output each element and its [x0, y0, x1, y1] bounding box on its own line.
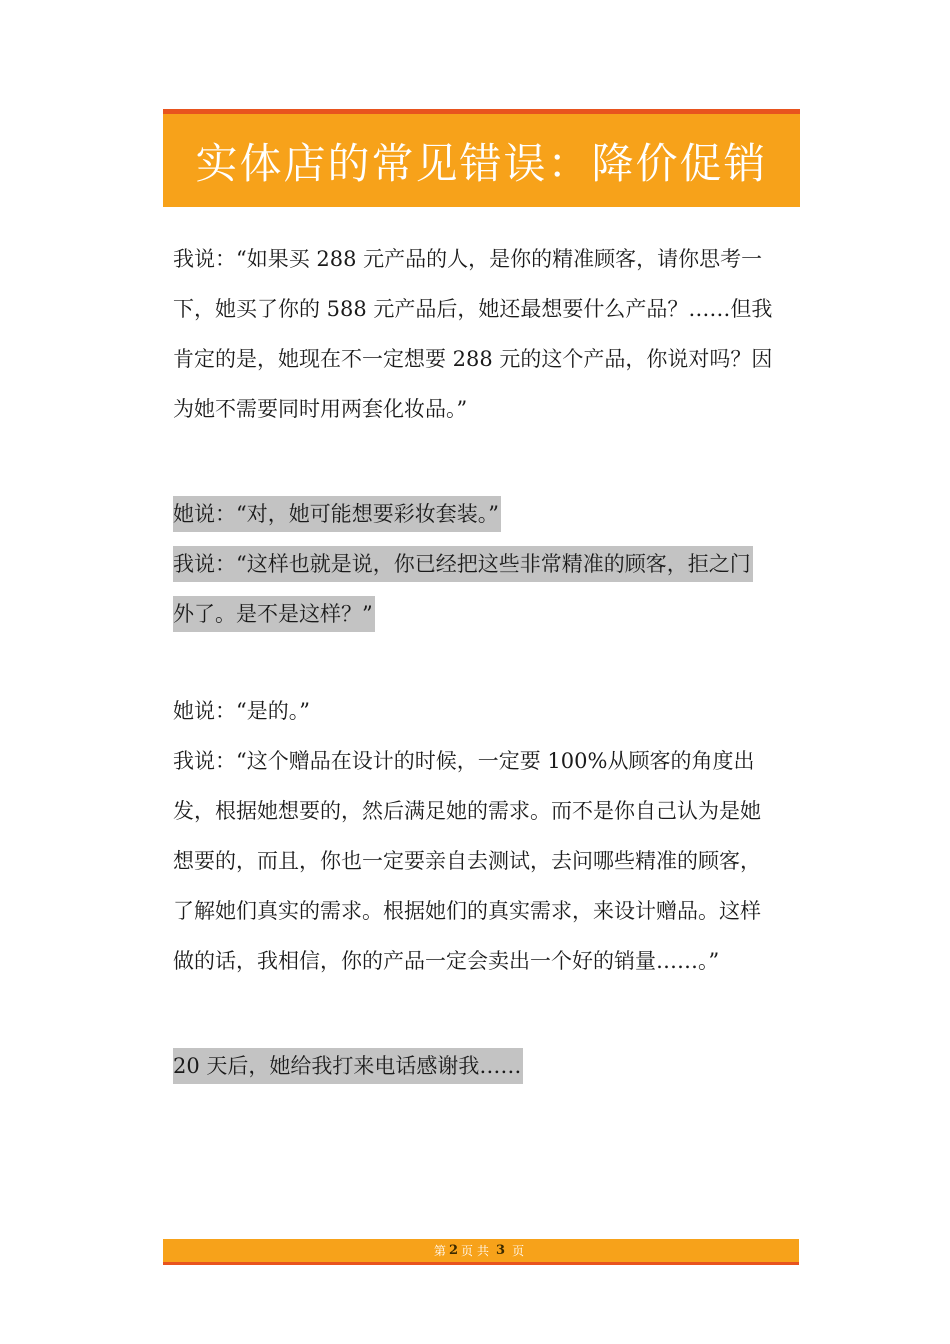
footer-total-suffix: 页 — [512, 1244, 525, 1258]
highlighted-line: 她说：“对，她可能想要彩妆套装。” — [173, 496, 501, 532]
paragraph-line: 我说：“这个赠品在设计的时候，一定要 100%从顾客的角度出 — [173, 749, 755, 773]
paragraph-1 — [173, 234, 793, 434]
paragraph-line: 做的话，我相信，你的产品一定会卖出一个好的销量……。” — [173, 949, 720, 973]
current-page-number: 2 — [448, 1243, 458, 1258]
paragraph-line: 为她不需要同时用两套化妆品。” — [173, 397, 468, 421]
footer-page-suffix: 页 — [460, 1244, 473, 1258]
paragraph-4 — [173, 686, 793, 736]
highlighted-line: 外了。是不是这样？” — [173, 596, 375, 632]
highlighted-line: 我说：“这样也就是说，你已经把这些非常精准的顾客，拒之门 — [173, 546, 753, 582]
paragraph-line: 发，根据她想要的，然后满足她的需求。而不是你自己认为是她 — [173, 799, 761, 823]
paragraph-6 — [173, 1039, 793, 1089]
paragraph-line: 肯定的是，她现在不一定想要 288 元的这个产品，你说对吗？因 — [173, 347, 773, 371]
paragraph-line: 我说：“如果买 288 元产品的人，是你的精准顾客，请你思考一 — [173, 247, 763, 271]
paragraph-line: 了解她们真实的需求。根据她们的真实需求，来设计赠品。这样 — [173, 899, 761, 923]
paragraph-line: 下，她买了你的 588 元产品后，她还最想要什么产品？……但我 — [173, 297, 773, 321]
footer-total-prefix: 共 — [477, 1244, 490, 1258]
footer-prefix: 第 — [433, 1244, 446, 1258]
paragraph-5 — [173, 736, 793, 986]
paragraph-2 — [173, 487, 793, 537]
total-page-number: 3 — [496, 1243, 506, 1258]
paragraph-3 — [173, 537, 793, 637]
paragraph-line: 想要的，而且，你也一定要亲自去测试，去问哪些精准的顾客， — [173, 849, 761, 873]
highlighted-line: 20 天后，她给我打来电话感谢我…… — [173, 1048, 523, 1084]
page-footer — [163, 1239, 799, 1265]
paragraph-line: 她说：“是的。” — [173, 699, 310, 723]
page-title: 实体店的常见错误：降价促销 — [195, 138, 768, 188]
title-banner — [163, 109, 800, 207]
